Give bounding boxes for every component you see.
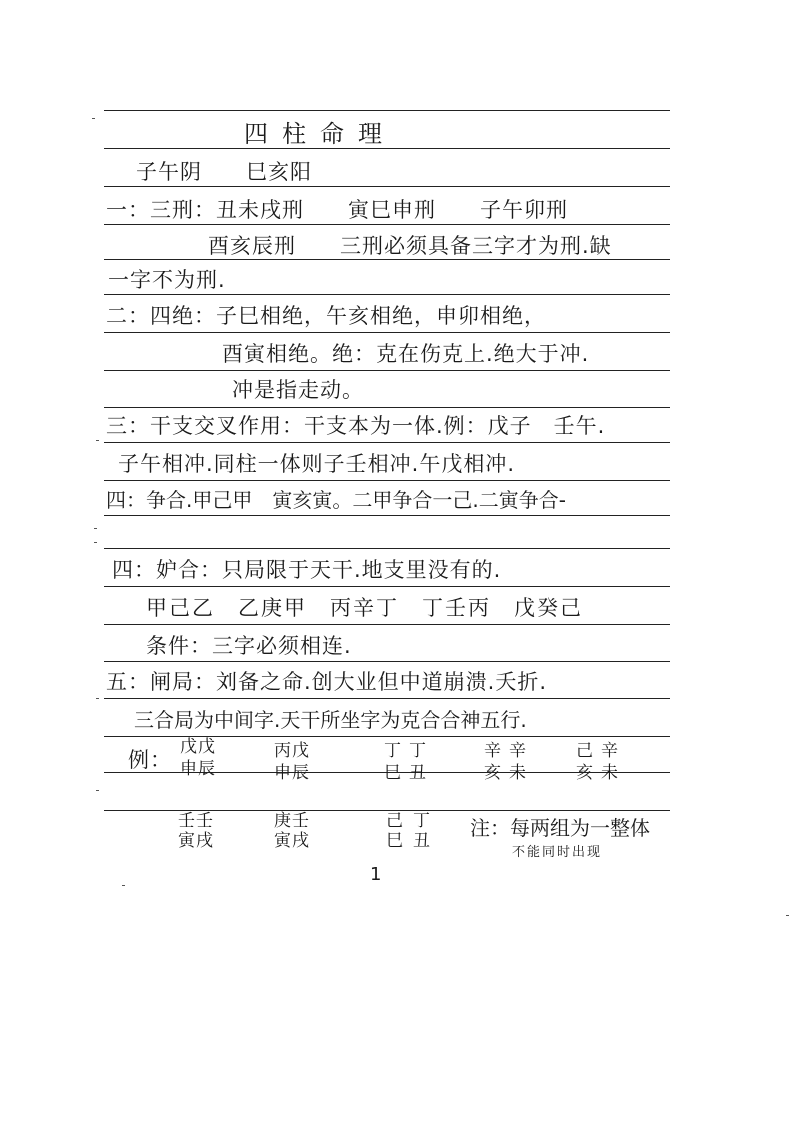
text-line: 三：干支交叉作用：干支本为一体.例：戊子 壬午. — [106, 414, 606, 438]
text-line: 酉亥辰刑 三刑必须具备三字才为刑.缺 — [208, 234, 612, 258]
pillar-stems: 己辛 — [576, 741, 626, 761]
pillar-stems: 丁丁 — [384, 741, 434, 761]
scan-speck — [94, 528, 97, 529]
pillar-stems: 丙戊 — [274, 741, 310, 761]
pillar-stems: 己丁 — [386, 811, 440, 831]
pillar-stems: 壬壬 — [178, 811, 214, 831]
ruled-line — [104, 148, 670, 149]
pillar-branches: 亥未 — [576, 763, 626, 783]
text-line: 四：争合.甲己甲 寅亥寅。二甲争合一己.二寅争合- — [106, 488, 566, 512]
pillar-stems: 戊戊 — [180, 737, 216, 757]
text-line: 条件：三字必须相连. — [146, 634, 352, 658]
ruled-line — [104, 548, 670, 549]
pillar-branches: 巳丑 — [386, 831, 440, 851]
ruled-line — [104, 294, 670, 295]
ruled-line — [104, 480, 670, 481]
pillar-branches: 寅戌 — [178, 831, 214, 851]
ruled-line — [104, 515, 670, 516]
note-text: 注：每两组为一整体 — [470, 816, 650, 840]
scan-speck — [94, 542, 97, 543]
pillar-branches: 亥未 — [484, 763, 534, 783]
scan-speck — [786, 915, 789, 916]
text-line: 四：妒合：只局限于天干.地支里没有的. — [112, 558, 502, 582]
pillar-branches: 申辰 — [180, 759, 216, 779]
scan-speck — [96, 440, 99, 441]
ruled-line — [104, 186, 670, 187]
text-line: 酉寅相绝。绝：克在伤克上.绝大于冲. — [222, 342, 590, 366]
text-line: 甲己乙 乙庚甲 丙辛丁 丁壬丙 戊癸己 — [146, 596, 583, 620]
text-line: 二：四绝：子巳相绝，午亥相绝，申卯相绝， — [106, 304, 546, 328]
scan-speck — [92, 118, 95, 119]
pillar-branches: 寅戌 — [274, 831, 310, 851]
example-label: 例： — [128, 748, 172, 772]
ruled-line — [104, 586, 670, 587]
text-line: 子午相冲.同柱一体则子壬相冲.午戊相冲. — [118, 452, 516, 476]
scan-speck — [122, 885, 125, 886]
ruled-line — [104, 332, 670, 333]
text-line: 一字不为刑. — [108, 268, 226, 292]
ruled-line — [104, 370, 670, 371]
pillar-stems: 辛辛 — [484, 741, 534, 761]
ruled-line — [104, 661, 670, 662]
pillar-stems: 庚壬 — [274, 811, 310, 831]
ruled-line — [104, 259, 670, 260]
ruled-line — [104, 442, 670, 443]
page-title: 四柱命理 — [244, 120, 396, 148]
ruled-line — [104, 698, 670, 699]
note-subtext: 不能同时出现 — [512, 845, 603, 860]
scan-speck — [96, 698, 99, 699]
scan-speck — [96, 790, 99, 791]
text-line: 三合局为中间字.天干所坐字为克合合神五行. — [134, 708, 527, 732]
text-line: 一：三刑：丑未戌刑 寅巳申刑 子午卯刑 — [106, 198, 568, 222]
text-line: 子午阴 巳亥阳 — [136, 160, 312, 184]
ruled-line — [104, 624, 670, 625]
pillar-branches: 巳丑 — [384, 763, 434, 783]
text-line: 五：闸局：刘备之命.创大业但中道崩溃.夭折. — [106, 670, 548, 694]
pillar-branches: 申辰 — [274, 763, 310, 783]
page-number: 1 — [370, 864, 382, 885]
ruled-line — [104, 224, 670, 225]
text-line: 冲是指走动。 — [232, 378, 364, 402]
ruled-line — [104, 407, 670, 408]
ruled-line — [104, 110, 670, 111]
